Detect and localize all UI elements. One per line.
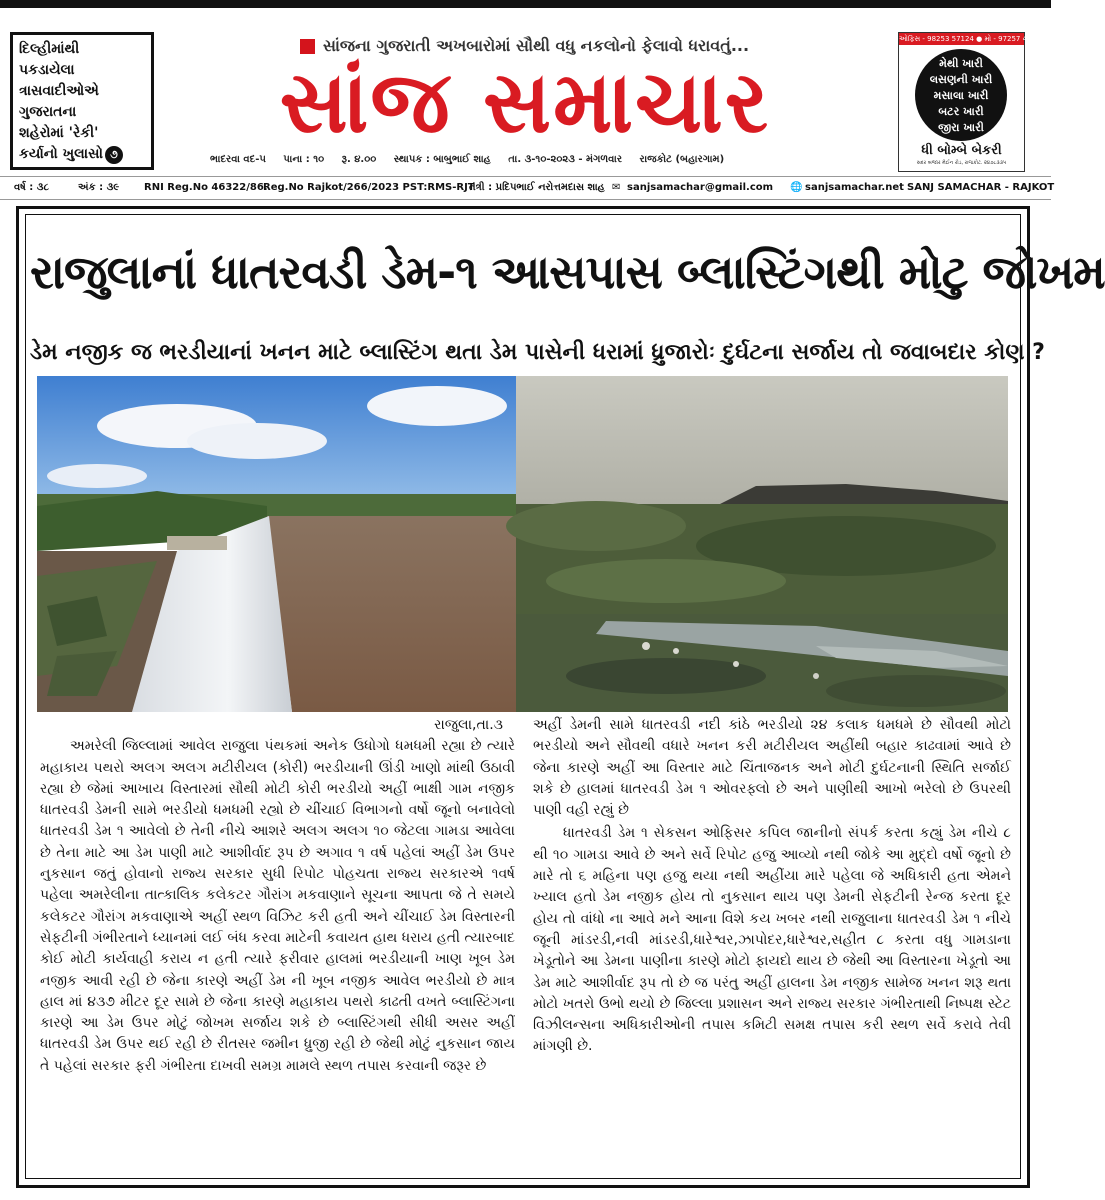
ad-item: મેથી ખારી — [939, 57, 983, 70]
top-border — [0, 0, 1051, 8]
article-paragraph: ધાતરવડી ડેમ ૧ સેકસન ઓફિસર કપિલ જાનીનો સંપર્ક કરતા કહ્યું ડેમ નીચે ૮ થી ૧૦ ગામડા આવે છે અને સર્વે રિપોટ હજુ આવ્યો નથી જોકે આ મુદ્દો વર્ષો જૂનો છે મારે તો ૬ મહિના પણ હજુ થયા નથી અહીંયા મારે પહેલા જે અધિકારી હતા એમને ખ્યાલ હતો ડેમ નજીક હોય તો નુકસાન થાય પણ ડેમની સેફટીની રેન્જ કરતા દૂર હોય તો વાંધો ના આવે મને આના વિશે કય ખબર નથી રાજુલાના ધાતરવડી ડેમ ૧ નીચે જૂની માંડરડી,નવી માંડરડી,ધારેશ્વર,ઝાપોદર,ધારેશ્વર,સહીત ૮ કરતા વધુ ગામડાના ખેડૂતોને આ ડેમના પાણીના કારણે મોટો ફાયદો થાય છે જેથી આ વિસ્તારના ખેડૂતો આ ડેમ માટે આશીર્વાદ રૂપ તો છે જ પરંતુ અહીં હાલના ડેમ નજીક સામેજ ખનન શરૂ થતા મોટો ખતરો ઉભો થયો છે જિલ્લા પ્રશાસન અને રાજ્ય સરકાર ગંભીરતાથી નિષ્પક્ષ સ્ટેટ વિઝીલન્સના અધિકારીઓની તપાસ કમિટી સમક્ષ તપાસ કરી સ્થળ સર્વે કરાવે તેવી માંગણી છે. — [533, 825, 1011, 1055]
teaser-line — [19, 144, 145, 165]
web-icon: 🌐 — [790, 182, 803, 193]
article-paragraph: અમરેલી જિલ્લામાં આવેલ રાજુલા પંથકમાં અનેક ઉધોગો ધમધમી રહ્યા છે ત્યારે મહાકાય પથરો અલગ અલગ મટીરીયલ (કોરી) ભરડીયાની ઊંડી ખાણો માંથી ઉઠાવી રહ્યા છે જેમાં આખાય વિસ્તારમાં સૌથી મોટી કોરી ભરડીયો અહીં ભાક્ષી ગામ નજીક ધાતરવડી ડેમની સામે ભરડીયો ધમધમી રહ્યો છે ચીંચાઈ વિભાગનો વર્ષો જૂનો બનાવેલો ધાતરવડી ડેમ ૧ આવેલો છે તેની નીચે આશરે અલગ અલગ ૧૦ જેટલા ગામડા આવેલા છે તેના માટે આ ડેમ પાણી માટે આશીર્વાદ રૂપ છે અગાવ ૧ વર્ષ પહેલાં અહીં ડેમ ઉપર નુકસાન જતું હોવાનો રાજ્ય સરકાર સુધી રિપોટ પોહચતા રાજ્ય સરકારએ ૧વર્ષ પહેલા અમરેલીના તાત્કાલિક કલેકટર ગૌરાંગ મકવાણાને સૂચના આપતા જે તે સમયે કલેકટર ગૌરાંગ મકવાણાએ અહીં સ્થળ વિઝિટ કરી હતી અને ચીંચાઈ ડેમ વિસ્તારની સેફટીની ગંભીરતાને ધ્યાનમાં લઈ બંધ કરવા માટેની કવાયત હાથ ધરાય હતી ત્યારબાદ કોઈ મોટી કાર્યવાહી કરાય ન હતી ત્યારે ફરીવાર હાલમાં ભરડીયાની ખાણ ખૂબ ડેમ નજીક આવી રહી છે જેના કારણે અહીં ડેમ ની ખૂબ નજીક આવેલ ભરડીયો છે માત્ર હાલ માં ૪૩૭ મીટર દૂર સામે છે જેના કારણે મહાકાય પથરો કાઢતી વખતે બ્લાસ્ટિંગના કારણે આ ડેમ ઉપર મોટું જોખમ સર્જાય શકે છે બ્લાસ્ટિંગથી સીધી અસર અહીં ધાતરવડી ડેમ ઉપર થઈ રહી છે રીતસર જમીન ધ્રુજી રહી છે જેથી મોટું નુકસાન જાય તે પહેલાં સરકાર ફરી ગંભીરતા દાખવી સમગ્ર મામલે સ્થળ તપાસ કરવાની જરૂર છે — [40, 738, 515, 1074]
rni-number: RNI Reg.No 46322/86. — [144, 182, 268, 193]
issue-date: તા. ૩-૧૦-૨૦૨૩ - મંગળવાર — [508, 154, 623, 165]
ad-item: લસણની ખારી — [929, 73, 993, 86]
email-icon: ✉ — [612, 182, 621, 193]
tithi: ભાદરવા વદ-૫ — [210, 154, 266, 165]
founder: સ્થાપક : બાબુભાઈ શાહ — [393, 154, 491, 165]
teaser-page-number: ૭ — [105, 146, 123, 164]
price: રૂ. ૪.૦૦ — [341, 154, 377, 165]
pages: પાના : ૧૦ — [283, 154, 325, 165]
tagline-text: સાંજના ગુજરાતી અખબારોમાં સૌથી વધુ નકલોનો ફેલાવો ધરાવતું... — [323, 36, 750, 55]
ad-address: સદર બજાર મેઈન રોડ, રાજકોટ. ૨૪૭૮૩૩૫ — [916, 160, 1007, 166]
publication-info-bar — [0, 176, 1055, 200]
article-subheadline: ડેમ નજીક જ ભરડીયાનાં ખનન માટે બ્લાસ્ટિંગ થતા ડેમ પાસેની ધરામાં ધ્રુજારોઃ દુર્ઘટના સર્જાય તો જવાબદાર કોણ ? — [30, 340, 1045, 365]
edition-place: રાજકોટ (બહારગામ) — [639, 154, 725, 165]
article-paragraph: અહીં ડેમની સામે ધાતરવડી નદી કાંઠે ભરડીયો ૨૪ કલાક ધમધમે છે સૌવથી મોટો ભરડીયો અને સૌવથી વધારે ખનન કરી મટીરીયલ અહીંથી બહાર કાઢવામાં આવે છે જેના કારણે અહીં આ વિસ્તાર માટે ચિંતાજનક અને મોટી દુર્ઘટનાની સ્થિતિ સર્જાઈ શકે છે હાલમાં ધાતરવડી ડેમ ૧ ઓવરફ્લો છે અને પાણીથી આખો ભરેલો છે ઉપરથી પાણી વહી રહ્યું છે — [533, 717, 1011, 819]
teaser-line: ત્રાસવાદીઓએ — [19, 83, 99, 99]
teaser-last-line: કર્યાનો ખુલાસો — [19, 146, 103, 162]
quarry-site-photo — [516, 376, 1008, 712]
ad-bakery-name: ધી બોમ્બે બેકરી — [921, 143, 1002, 158]
article-headline: રાજુલાનાં ધાતરવડી ડેમ-૧ આસપાસ બ્લાસ્ટિંગથી મોટુ જોખમ — [30, 245, 1105, 299]
volume-year: વર્ષ : ૩૮ — [14, 182, 49, 193]
teaser-box[interactable] — [10, 32, 154, 170]
dam-overflow-photo — [37, 376, 516, 712]
ad-item: બટર ખારી — [938, 105, 984, 118]
masthead-info — [210, 154, 860, 165]
newspaper-logo: સાંજ સમાચાર — [279, 52, 771, 152]
paper-name: SANJ SAMACHAR - RAJKOT — [907, 182, 1055, 193]
teaser-line: શહેરોમાં 'રેકી' — [19, 125, 99, 141]
teaser-line: પકડાયેલા — [19, 62, 75, 78]
email-link[interactable]: sanjsamachar@gmail.com — [627, 182, 774, 193]
ad-product-circle — [915, 49, 1007, 141]
article-dateline: રાજુલા,તા.૩ — [434, 717, 503, 733]
website-link[interactable]: sanjsamachar.net — [805, 182, 904, 193]
teaser-line: ગુજરાતના — [19, 104, 77, 120]
article-column-right — [533, 715, 1011, 1058]
ad-item: જીરા ખારી — [938, 121, 984, 134]
postal-reg: Reg.No Rajkot/266/2023 PST:RMS-RJT — [263, 182, 475, 193]
teaser-line: દિલ્હીમાંથી — [19, 41, 80, 57]
bakery-advertisement[interactable] — [898, 32, 1045, 172]
article-column-left — [40, 715, 515, 1077]
issue-number: અંક : ૩૯ — [78, 182, 120, 193]
ad-phone: ઓફિસ - 98253 57124 ● મો - 97257 45743 — [899, 35, 1045, 43]
ad-item: મસાલા ખારી — [933, 89, 989, 102]
editor: તંત્રી : પ્રદિપભાઈ નરોત્તમદાસ શાહ — [469, 182, 605, 193]
